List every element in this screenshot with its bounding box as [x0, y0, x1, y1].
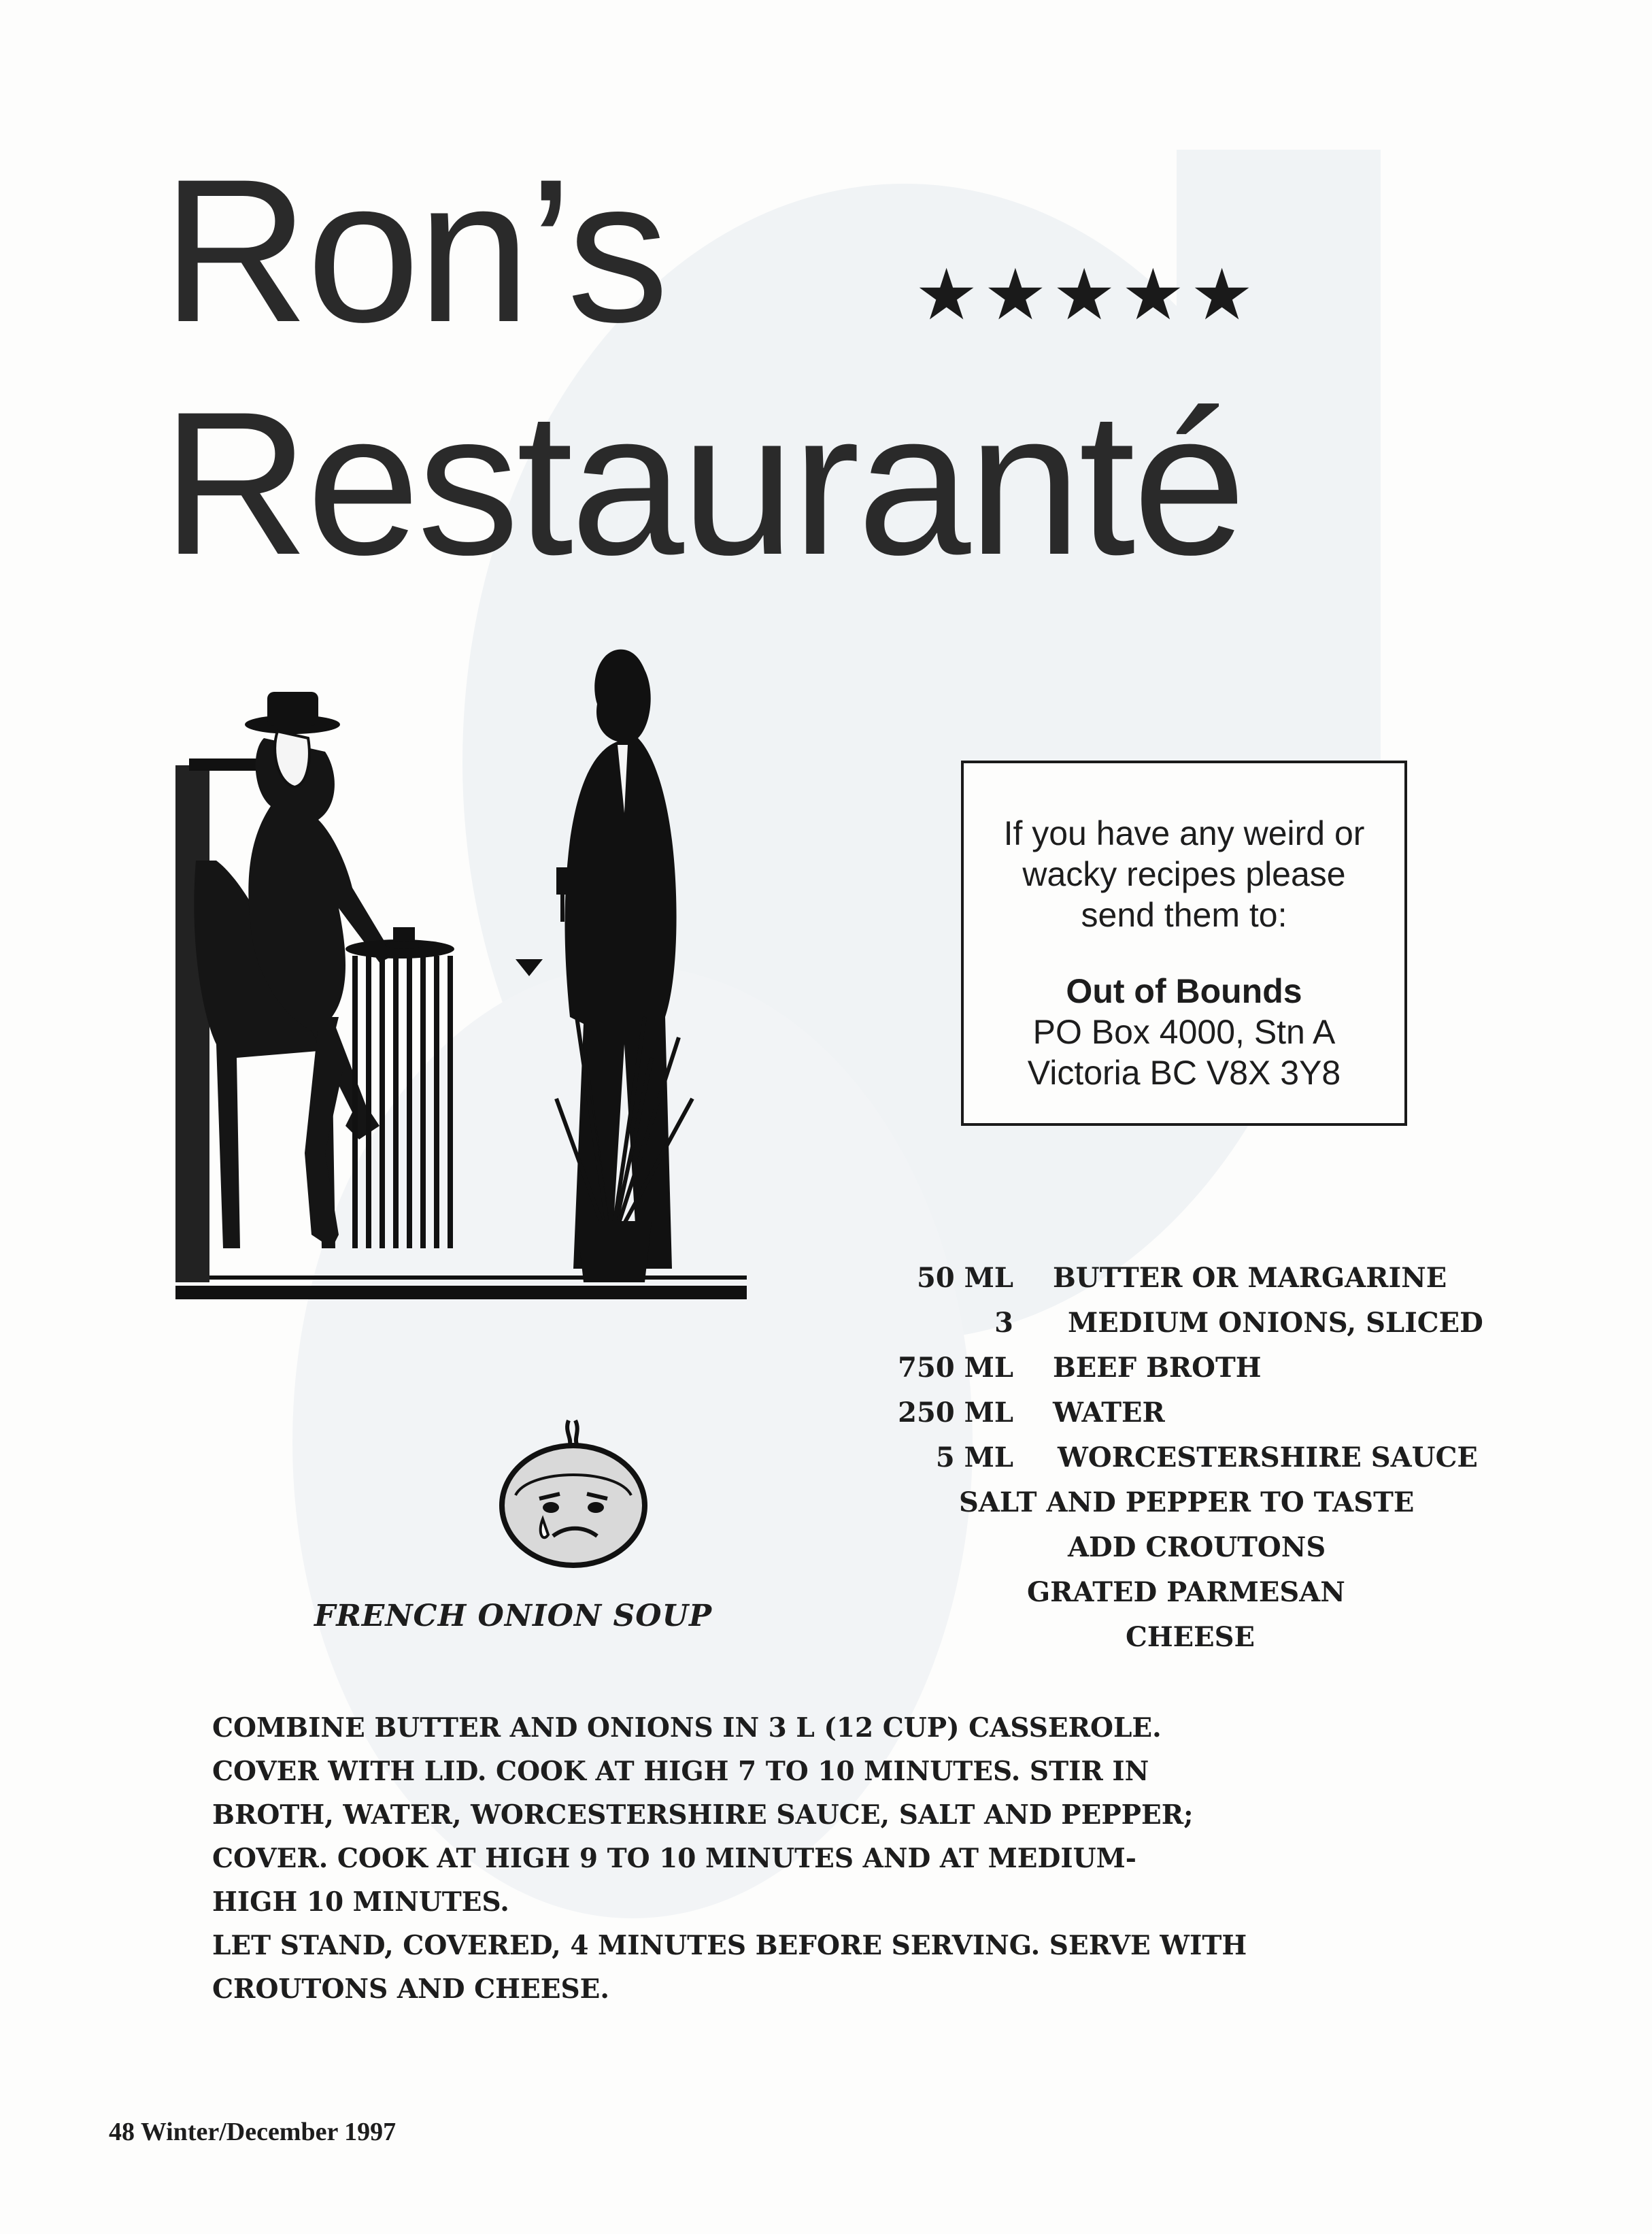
instruction-line: COVER. COOK AT HIGH 9 TO 10 MINUTES AND AT MEDIUM- [212, 1843, 1136, 1874]
diners-silhouette-illustration [175, 636, 747, 1323]
title-rons: Ron’s [162, 136, 667, 365]
instruction-line: HIGH 10 MINUTES. [212, 1886, 509, 1918]
ingredient-item: ADD CROUTONS [1068, 1531, 1326, 1563]
ingredient-qty: 3 [994, 1307, 1013, 1339]
ingredient-item: BUTTER OR MARGARINE [1053, 1262, 1447, 1294]
instruction-line: CROUTONS AND CHEESE. [212, 1973, 609, 2005]
ingredient-row [1126, 1621, 1255, 1653]
ingredient-item: GRATED PARMESAN [1027, 1576, 1345, 1608]
ingredient-item: SALT AND PEPPER TO TASTE [959, 1486, 1415, 1518]
address-line: PO Box 4000, Stn A [1032, 1013, 1336, 1051]
ingredient-qty: 250 ML [898, 1397, 1013, 1429]
submission-intro [964, 813, 1404, 935]
five-star-rating: ★★★★★ [915, 253, 1260, 336]
intro-line: wacky recipes please [1022, 855, 1346, 893]
ingredient-item: CHEESE [1126, 1621, 1255, 1653]
ingredient-qty: 750 ML [898, 1352, 1013, 1384]
page-footer: 48 Winter/December 1997 [109, 2118, 397, 2146]
intro-line: If you have any weird or [1003, 814, 1365, 852]
instruction-line: LET STAND, COVERED, 4 MINUTES BEFORE SERVING. SERVE WITH [212, 1930, 1247, 1961]
address-line: Victoria BC V8X 3Y8 [1027, 1054, 1341, 1092]
recipe-title: FRENCH ONION SOUP [314, 1599, 713, 1633]
ingredient-item: WATER [1053, 1397, 1165, 1429]
recipe-instructions [212, 1706, 1247, 2011]
ingredient-qty: 5 ML [935, 1441, 1013, 1473]
organization-name: Out of Bounds [1066, 972, 1302, 1010]
ingredient-item: BEEF BROTH [1053, 1352, 1262, 1384]
intro-line: send them to: [1081, 896, 1287, 934]
crying-onion-icon [488, 1414, 658, 1570]
ingredient-qty: 50 ML [917, 1262, 1013, 1294]
instruction-line: BROTH, WATER, WORCESTERSHIRE SAUCE, SALT AND PEPPER; [212, 1799, 1194, 1831]
submission-info-box [961, 761, 1407, 1126]
ingredient-row [1027, 1576, 1345, 1608]
ingredient-row [1068, 1531, 1326, 1563]
instruction-line: COMBINE BUTTER AND ONIONS IN 3 L (12 CUP) CASSEROLE. [212, 1712, 1162, 1744]
ingredient-item: MEDIUM ONIONS, SLICED [1068, 1307, 1483, 1339]
title-restaurante: Restauranté [162, 369, 1244, 597]
instruction-line: COVER WITH LID. COOK AT HIGH 7 TO 10 MINUTES. STIR IN [212, 1756, 1149, 1787]
ingredient-item: WORCESTERSHIRE SAUCE [1058, 1441, 1478, 1473]
ingredient-row [959, 1486, 1414, 1518]
